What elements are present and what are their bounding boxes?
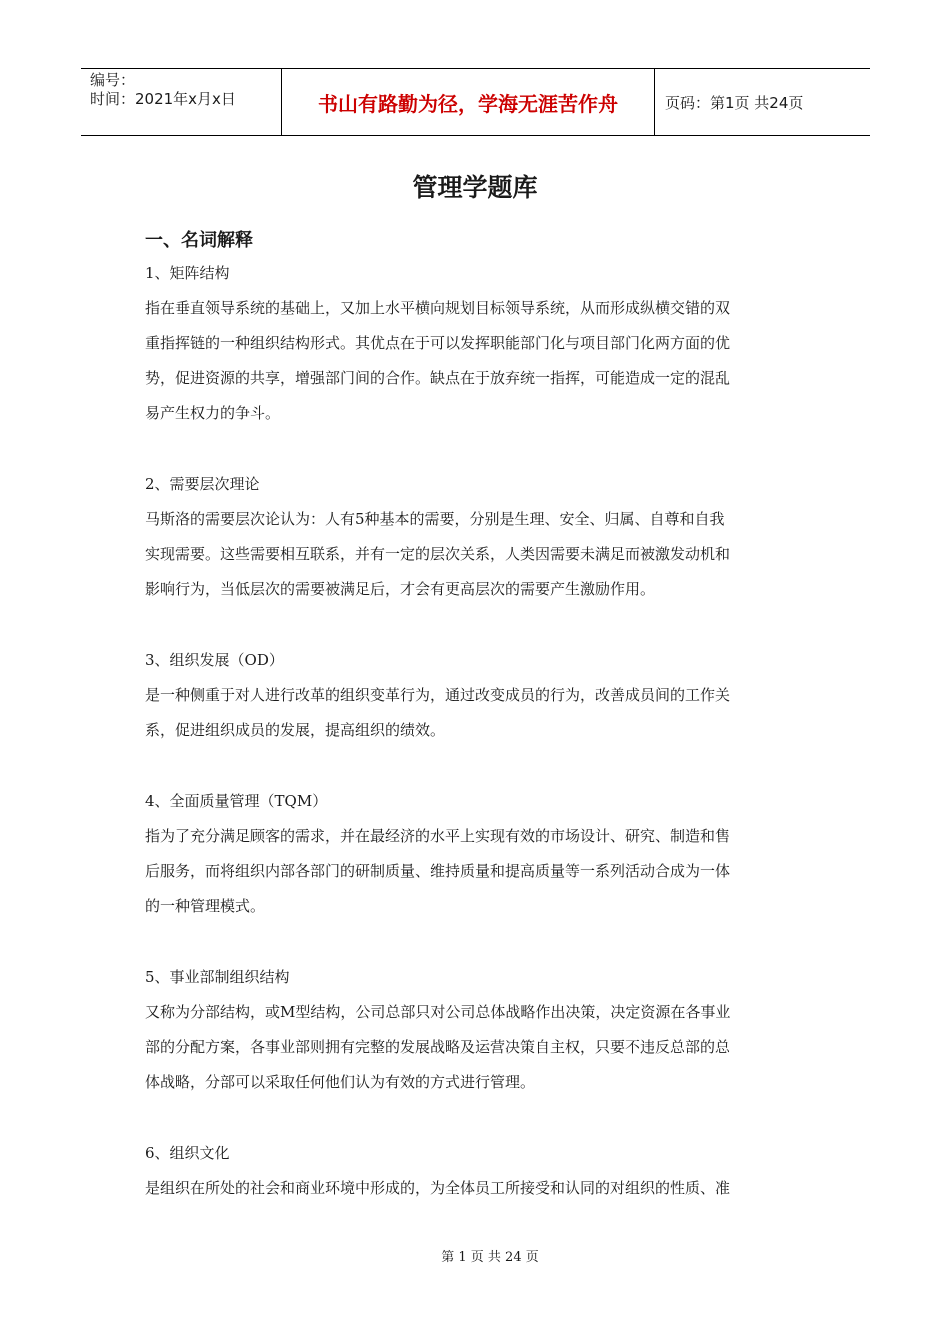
term-definition <box>145 819 808 924</box>
page-footer: 第 1 页 共 24 页 <box>441 1250 539 1265</box>
definition-line: 重指挥链的一种组织结构形式。其优点在于可以发挥职能部门化与项目部门化两方面的优 <box>145 334 731 352</box>
term-title: 3、组织发展（OD） <box>145 651 284 669</box>
term-definition <box>145 291 808 431</box>
definition-line: 实现需要。这些需要相互联系，并有一定的层次关系，人类因需要未满足而被激发动机和 <box>145 545 731 563</box>
definition-line: 是组织在所处的社会和商业环境中形成的，为全体员工所接受和认同的对组织的性质、准 <box>145 1179 731 1197</box>
definition-line: 是一种侧重于对人进行改革的组织变革行为，通过改变成员的行为，改善成员间的工作关 <box>145 686 731 704</box>
term-definition <box>145 678 808 748</box>
term-title: 6、组织文化 <box>145 1144 230 1162</box>
header-motto: 书山有路勤为径，学海无涯苦作舟 <box>318 91 618 116</box>
term-block <box>145 467 808 607</box>
definition-line: 马斯洛的需要层次论认为：人有5种基本的需要，分别是生理、安全、归属、自尊和自我 <box>145 510 725 528</box>
definition-line: 体战略，分部可以采取任何他们认为有效的方式进行管理。 <box>145 1073 536 1091</box>
term-title: 5、事业部制组织结构 <box>145 968 290 986</box>
document-content <box>145 256 808 1206</box>
term-block <box>145 960 808 1100</box>
document-time-label: 时间：2021年x月x日 <box>90 90 236 108</box>
definition-line: 又称为分部结构，或M型结构，公司总部只对公司总体战略作出决策，决定资源在各事业 <box>145 1003 731 1021</box>
definition-line: 易产生权力的争斗。 <box>145 404 281 422</box>
document-title: 管理学题库 <box>412 173 538 202</box>
definition-line: 指在垂直领导系统的基础上，又加上水平横向规划目标领导系统，从而形成纵横交错的双 <box>145 299 731 317</box>
header-page-info: 页码：第1页 共24页 <box>665 93 804 112</box>
header-motto-cell <box>282 69 655 135</box>
term-block <box>145 784 808 924</box>
definition-line: 势，促进资源的共享，增强部门间的合作。缺点在于放弃统一指挥，可能造成一定的混乱 <box>145 369 731 387</box>
term-definition <box>145 502 808 607</box>
definition-line: 后服务，而将组织内部各部门的研制质量、维持质量和提高质量等一系列活动合成为一体 <box>145 862 731 880</box>
definition-line: 部的分配方案，各事业部则拥有完整的发展战略及运营决策自主权，只要不违反总部的总 <box>145 1038 731 1056</box>
section-heading: 一、名词解释 <box>145 230 253 251</box>
term-definition <box>145 995 808 1100</box>
header-meta-cell <box>81 69 282 135</box>
definition-line: 影响行为，当低层次的需要被满足后，才会有更高层次的需要产生激励作用。 <box>145 580 656 598</box>
paragraph-gap <box>145 607 808 643</box>
header-page-cell <box>655 69 870 135</box>
header-table <box>81 68 870 136</box>
term-definition <box>145 1171 808 1206</box>
paragraph-gap <box>145 431 808 467</box>
term-title: 2、需要层次理论 <box>145 475 260 493</box>
definition-line: 的一种管理模式。 <box>145 897 266 915</box>
paragraph-gap <box>145 748 808 784</box>
term-block <box>145 1136 808 1206</box>
definition-line: 指为了充分满足顾客的需求，并在最经济的水平上实现有效的市场设计、研究、制造和售 <box>145 827 731 845</box>
document-number-label: 编号： <box>90 71 136 89</box>
paragraph-gap <box>145 924 808 960</box>
term-title: 4、全面质量管理（TQM） <box>145 792 328 810</box>
paragraph-gap <box>145 1100 808 1136</box>
term-block <box>145 643 808 748</box>
term-block <box>145 256 808 431</box>
term-title: 1、矩阵结构 <box>145 264 230 282</box>
definition-line: 系，促进组织成员的发展，提高组织的绩效。 <box>145 721 446 739</box>
